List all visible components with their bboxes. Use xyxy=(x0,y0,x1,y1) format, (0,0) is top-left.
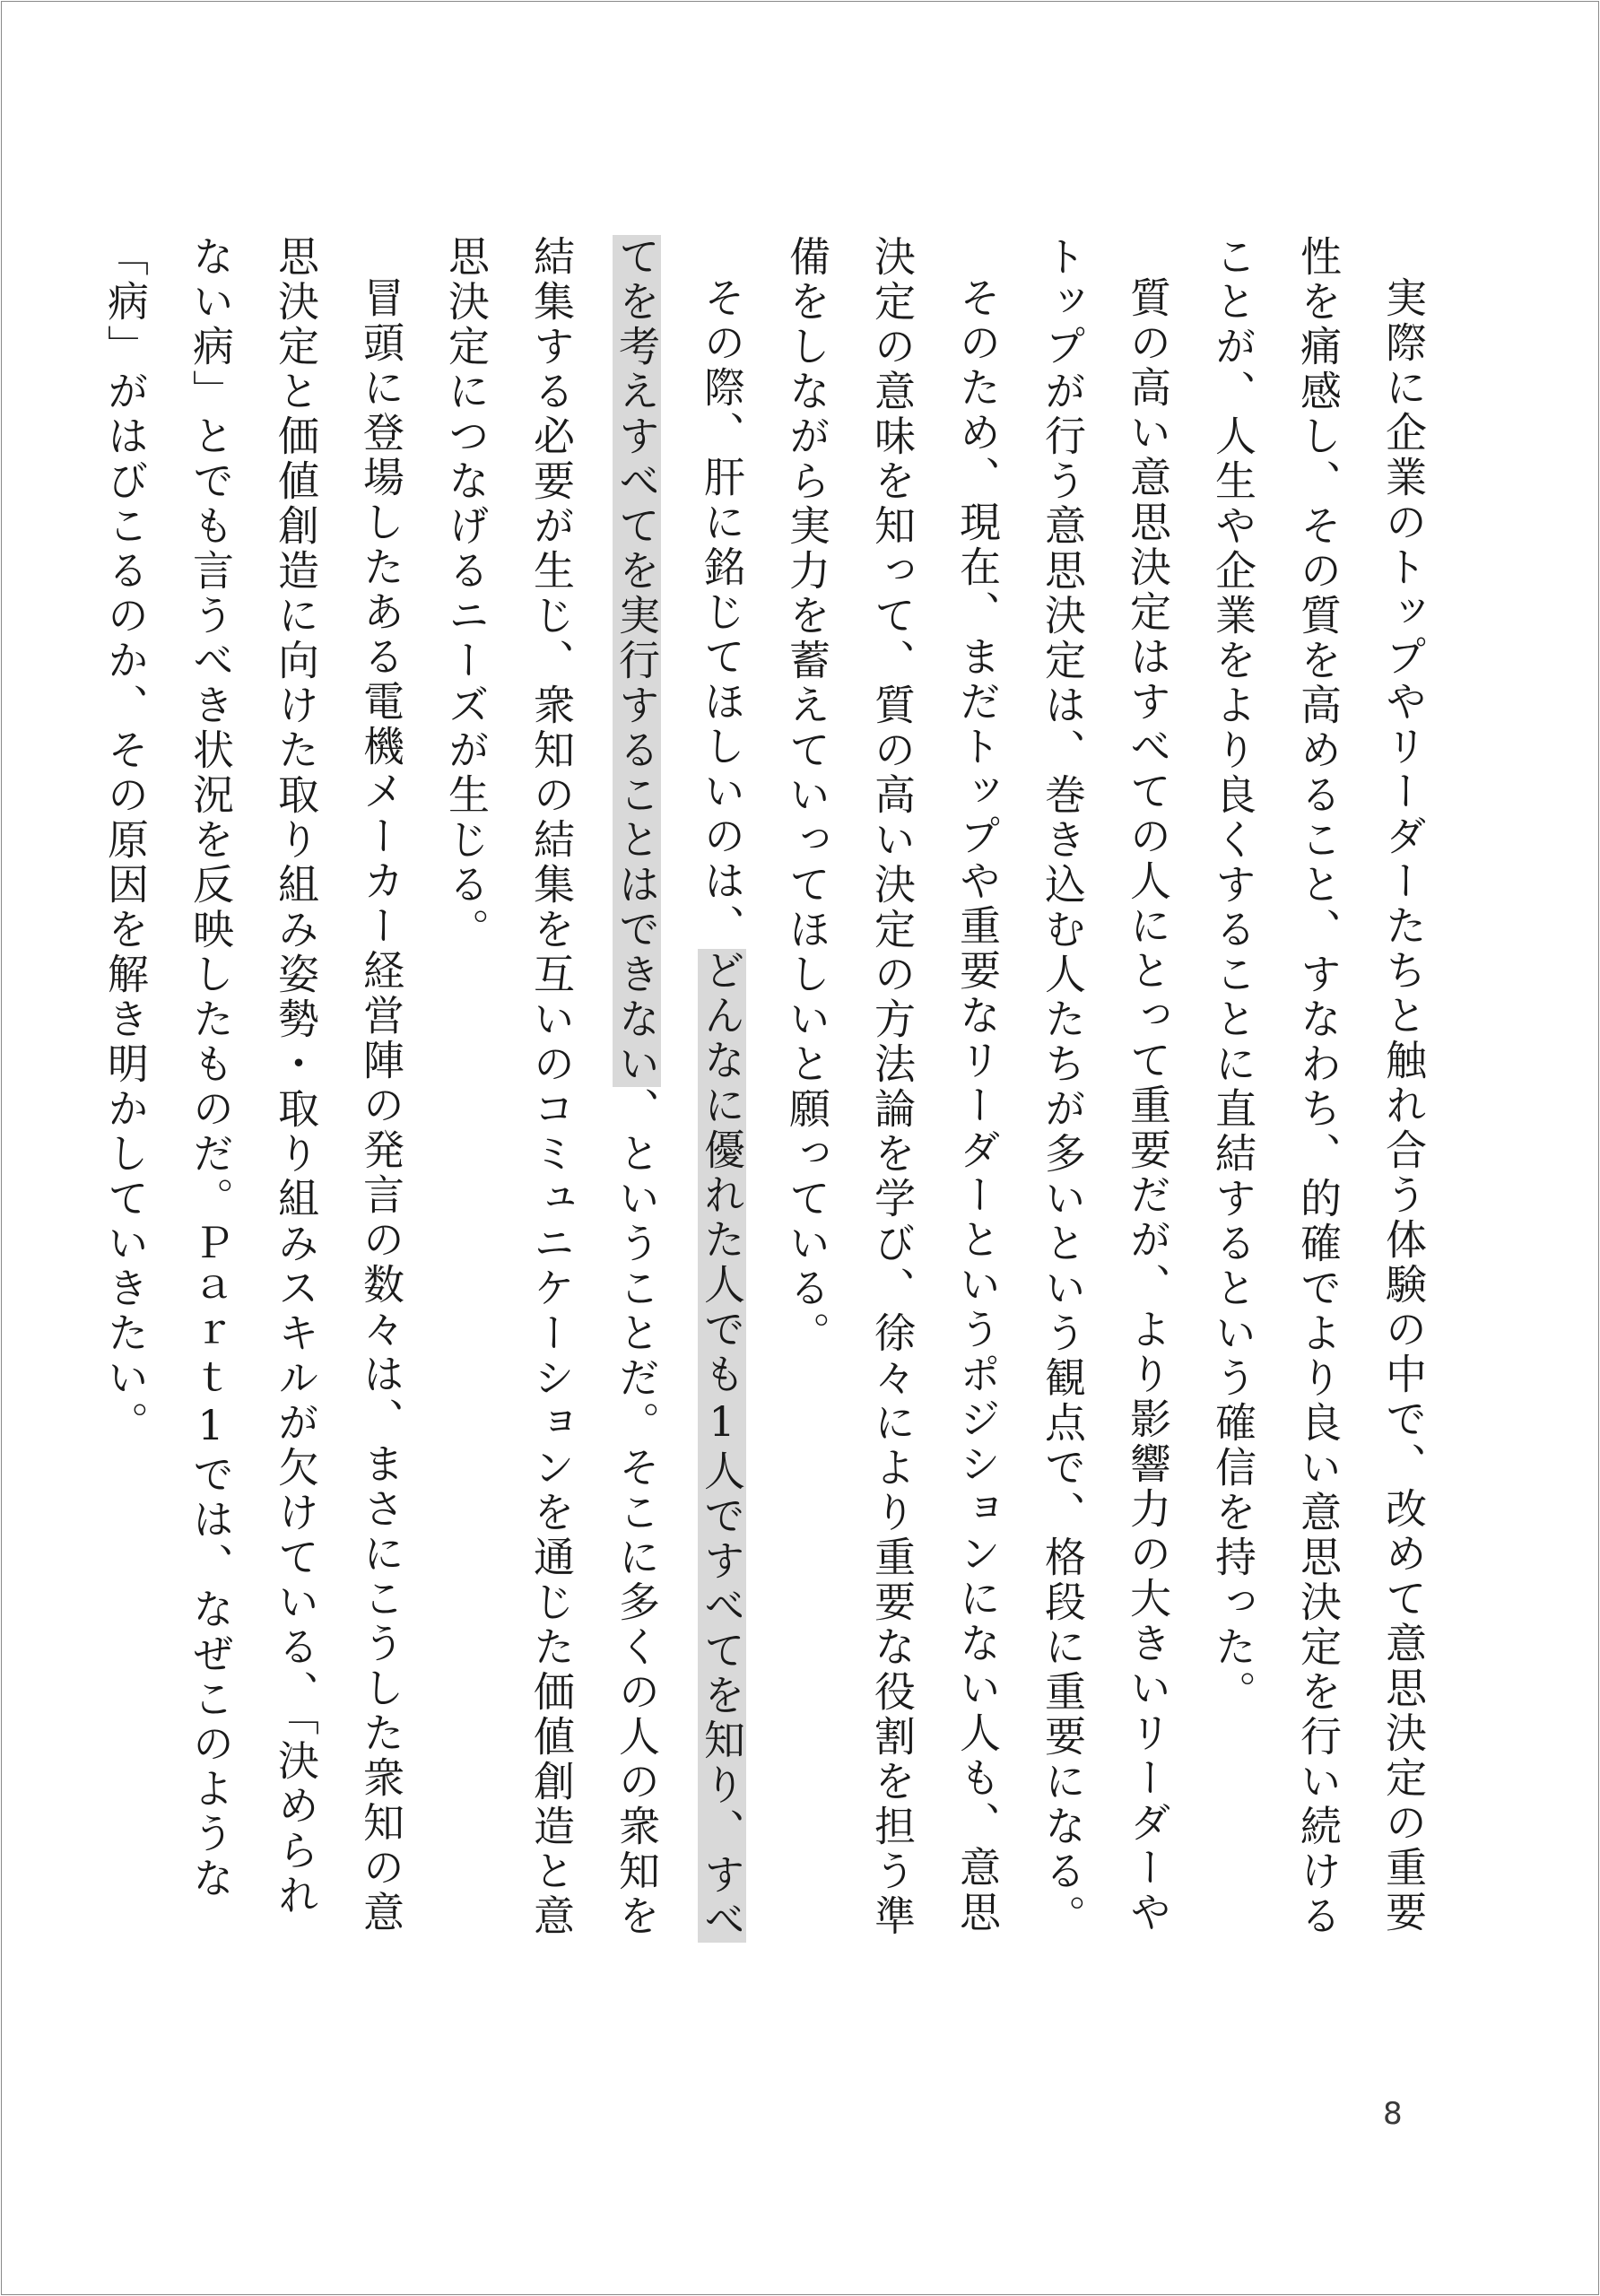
text-segment: 実際に企業のトップやリーダーたちと触れ合う体験の中で、改めて意思決定の重要性を痛感し、その質を高めること、すなわち、的確でより良い意思決定を行い続けることが、人生や企業をより良くすることに直結するという確信を持った。 xyxy=(1209,235,1428,1939)
paragraph xyxy=(83,235,423,1957)
text-segment: 質の高い意思決定はすべての人にとって重要だが、より影響力の大きいリーダーやトップが行う意思決定は、巻き込む人たちが多いという観点で、格段に重要になる。 xyxy=(1039,235,1172,1939)
paragraph xyxy=(1190,235,1446,1957)
paragraph xyxy=(764,235,1020,1957)
page-number: 8 xyxy=(1383,2096,1403,2132)
text-segment: 冒頭に登場したある電機メーカー経営陣の発言の数々は、まさにこうした衆知の意思決定と価値創造に向けた取り組み姿勢・取り組みスキルが欠けている、「決められない病」とでも言うべき状況を反映したものだ。Ｐａｒｔ1では、なぜこのような「病」がはびこるのか、その原因を解き明かしていきたい。 xyxy=(101,235,405,1935)
text-segment: その際、肝に銘じてほしいのは、 xyxy=(698,276,746,949)
book-page xyxy=(1,1,1599,2295)
text-segment: 、ということだ。そこに多くの人の衆知を結集する必要が生じ、衆知の結集を互いのコミュニケーションを通じた価値創造と意思決定につなげるニーズが生じる。 xyxy=(442,235,661,1939)
paragraph xyxy=(1020,235,1190,1957)
paragraph xyxy=(423,235,764,1957)
body-text xyxy=(83,235,1446,1957)
highlighted-text: どんなに優れた人でも1人ですべてを知り、すべてを考えすべてを実行することはできない xyxy=(613,235,746,1943)
text-segment: そのため、現在、まだトップや重要なリーダーというポジションにない人も、意思決定の意味を知って、質の高い決定の方法論を学び、徐々により重要な役割を担う準備をしながら実力を蓄えていってほしいと願っている。 xyxy=(783,235,1002,1939)
